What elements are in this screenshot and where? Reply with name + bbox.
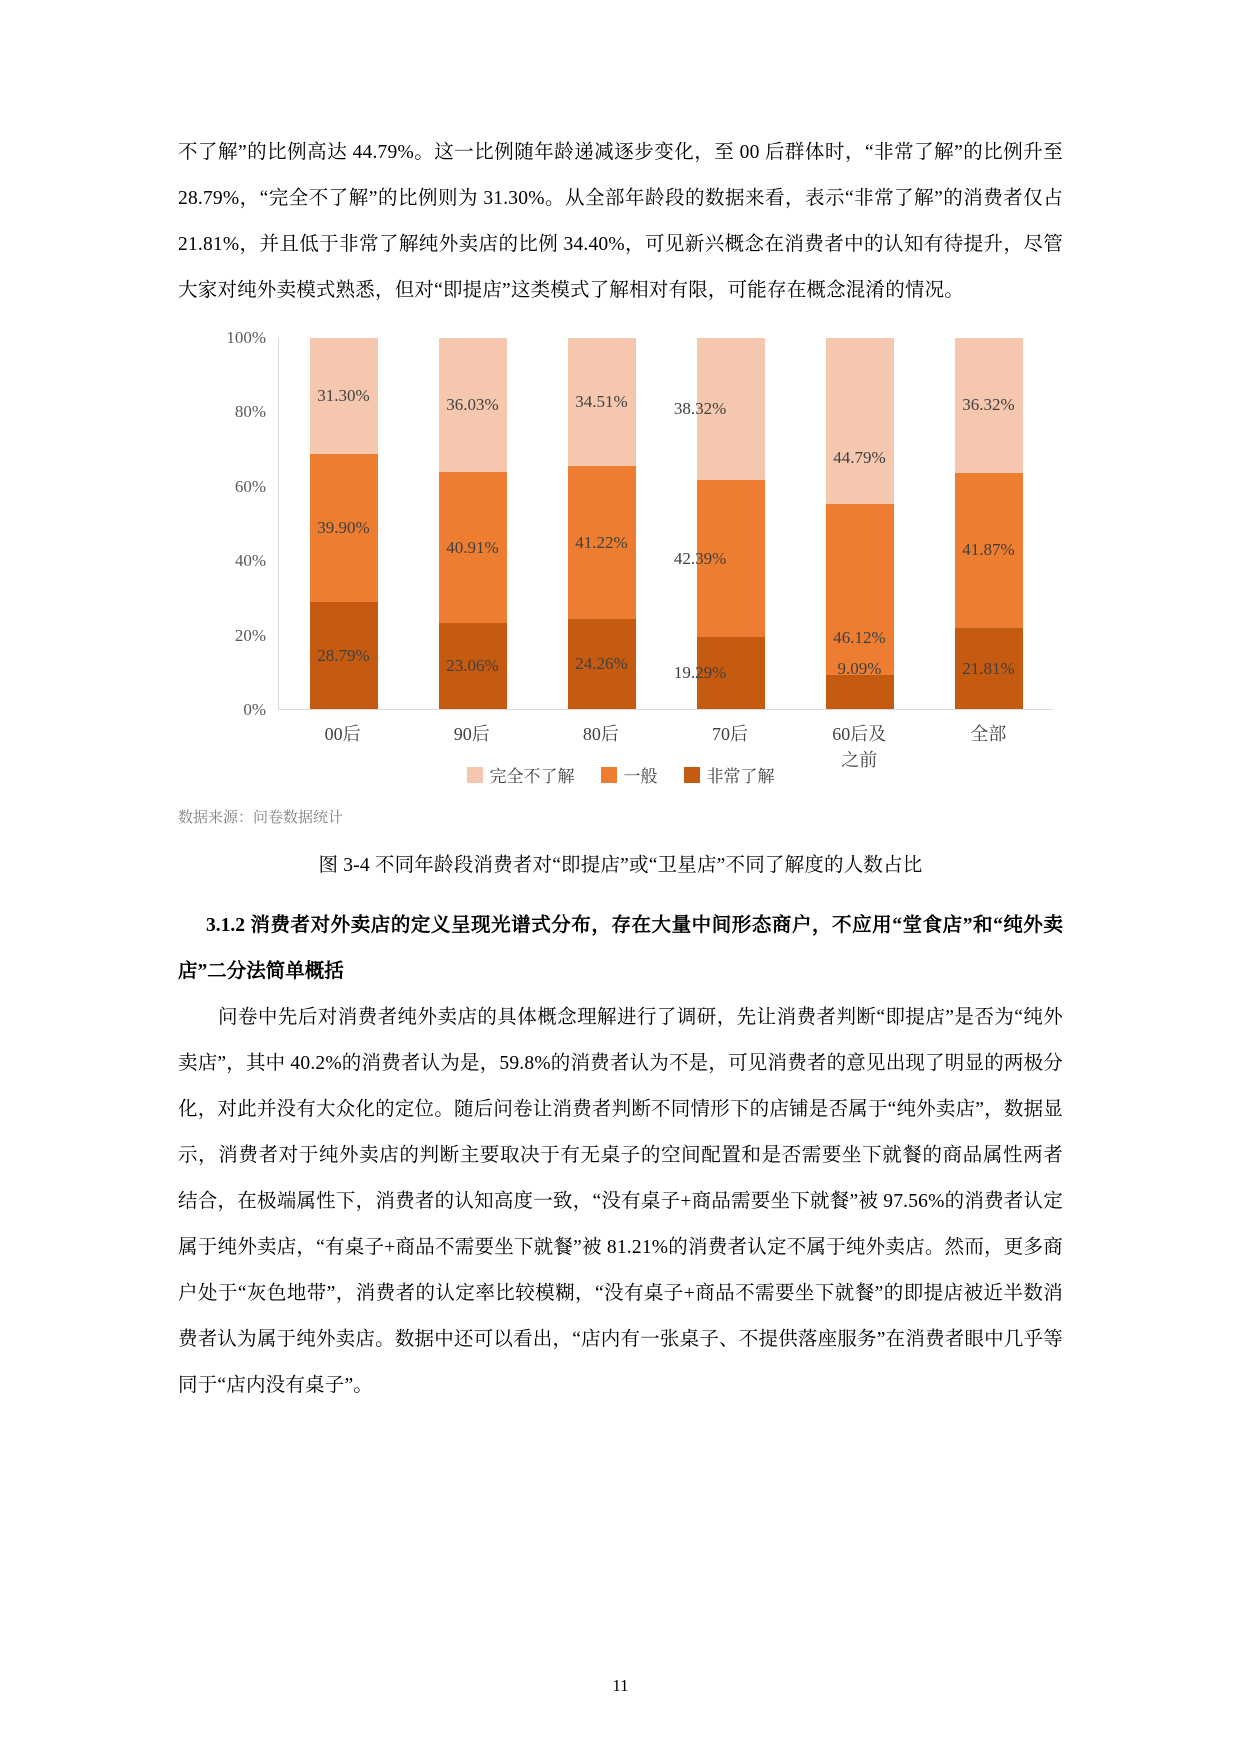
segment-label: 24.26% [575,654,628,673]
segment-完全不了解 [955,338,1023,473]
legend-label: 非常了解 [706,767,775,786]
x-tick: 80后 [582,724,619,744]
chart-plot-area [216,328,1063,719]
segment-完全不了解 [439,338,507,472]
legend-label: 完全不了解 [489,767,575,786]
legend-swatch-icon [684,767,700,783]
segment-非常了解 [568,619,636,709]
x-tick: 90后 [453,724,490,744]
legend-item-完全不了解 [467,762,575,787]
segment-一般 [673,480,765,637]
segment-label: 9.09% [837,659,882,679]
bar-group-60后及之前 [826,338,894,709]
segment-一般 [826,504,894,675]
legend-label: 一般 [623,767,658,786]
segment-非常了解 [955,628,1023,709]
segment-label: 23.06% [446,656,499,676]
legend-item-非常了解 [684,762,775,787]
bar-group-70后 [673,338,765,709]
segment-非常了解 [310,602,378,709]
y-tick-20: 20% [234,625,266,645]
y-tick-60: 60% [234,476,266,496]
segment-label: 39.90% [317,518,370,538]
segment-非常了解 [826,659,894,709]
segment-label: 41.87% [962,540,1015,560]
y-axis [216,328,274,719]
segment-非常了解 [673,637,765,709]
chart-legend [178,762,1063,787]
segment-非常了解 [439,623,507,709]
page-number: 11 [612,1676,629,1695]
x-tick: 70后 [712,724,749,744]
x-tick: 60后及之前 [832,724,887,770]
x-axis [278,710,1053,770]
y-tick-80: 80% [234,402,266,422]
segment-label: 38.32% [673,399,727,419]
legend-swatch-icon [467,767,483,783]
segment-一般 [955,473,1023,628]
segment-label: 44.79% [833,447,886,467]
segment-完全不了解 [310,338,378,454]
segment-label: 40.91% [446,537,499,557]
segment-label: 41.22% [575,532,628,552]
figure-caption: 图 3-4 不同年龄段消费者对“即提店”或“卫星店”不同了解度的人数占比 [318,855,923,876]
segment-label: 28.79% [317,645,370,665]
bar-group-全部 [955,338,1023,709]
segment-label: 42.39% [673,548,727,568]
x-tick: 00后 [324,724,361,744]
segment-一般 [439,472,507,624]
figure-3-4-chart [178,328,1063,786]
bar-group-00后 [310,338,378,709]
segment-完全不了解 [673,338,765,480]
paragraph-2: 问卷中先后对消费者纯外卖店的具体概念理解进行了调研，先让消费者判断“即提店”是否为“纯外卖店”，其中 40.2%的消费者认为是，59.8%的消费者认为不是，可见消费者的意见出现了明显的两极分化，对此并没有大众化的定位。随后问卷让消费者判断不同情形下的店铺是否属于“纯外卖店”，数据显示，消费者对于纯外卖店的判断主要取决于有无桌子的空间配置和是否需要坐下就餐的商品属性两者结合，在极端属性下，消费者的认知高度一致，“没有桌子+商品需要坐下就餐”被 97.56%的消费者认定属于纯外卖店，“有桌子+商品不需要坐下就餐”被 81.21%的消费者认定不属于纯外卖店。然而，更多商户处于“灰色地带”，消费者的认定率比较模糊，“没有桌子+商品不需要坐下就餐”的即提店被近半数消费者认为属于纯外卖店。数据中还可以看出，“店内有一张桌子、不提供落座服务”在消费者眼中几乎等同于“店内没有桌子”。 [178,1007,1063,1396]
segment-label: 31.30% [317,386,370,406]
segment-label: 34.51% [575,392,628,412]
bar-group-90后 [439,338,507,709]
segment-label: 46.12% [833,627,886,647]
segment-一般 [310,454,378,602]
source-note: 数据来源：问卷数据统计 [178,809,344,826]
paragraph-1: 不了解”的比例高达 44.79%。这一比例随年龄递减逐步变化，至 00 后群体时，“非常了解”的比例升至 28.79%，“完全不了解”的比例则为 31.30%。从全部年龄段的数据来看，表示“非常了解”的消费者仅占 21.81%，并且低于非常了解纯外卖店的比例 34.40%，可见新兴概念在消费者中的认知有待提升，尽管大家对纯外卖模式熟悉，但对“即提店”这类模式了解相对有限，可能存在概念混淆的情况。 [178,142,1063,301]
segment-一般 [568,466,636,619]
segment-label: 36.03% [446,394,499,414]
x-tick: 全部 [970,724,1007,744]
segment-label: 36.32% [962,395,1015,415]
segment-label: 21.81% [962,658,1015,678]
legend-item-一般 [601,762,658,787]
y-tick-0: 0% [243,700,266,719]
legend-swatch-icon [601,767,617,783]
y-tick-100: 100% [226,328,266,347]
segment-完全不了解 [568,338,636,466]
segment-完全不了解 [826,338,894,504]
y-tick-40: 40% [234,551,266,571]
section-heading-3-1-2: 3.1.2 消费者对外卖店的定义呈现光谱式分布，存在大量中间形态商户，不应用“堂食店”和“纯外卖店”二分法简单概括 [178,915,1063,982]
bars-container [278,338,1053,710]
bar-group-80后 [568,338,636,709]
segment-label: 19.29% [673,663,727,683]
